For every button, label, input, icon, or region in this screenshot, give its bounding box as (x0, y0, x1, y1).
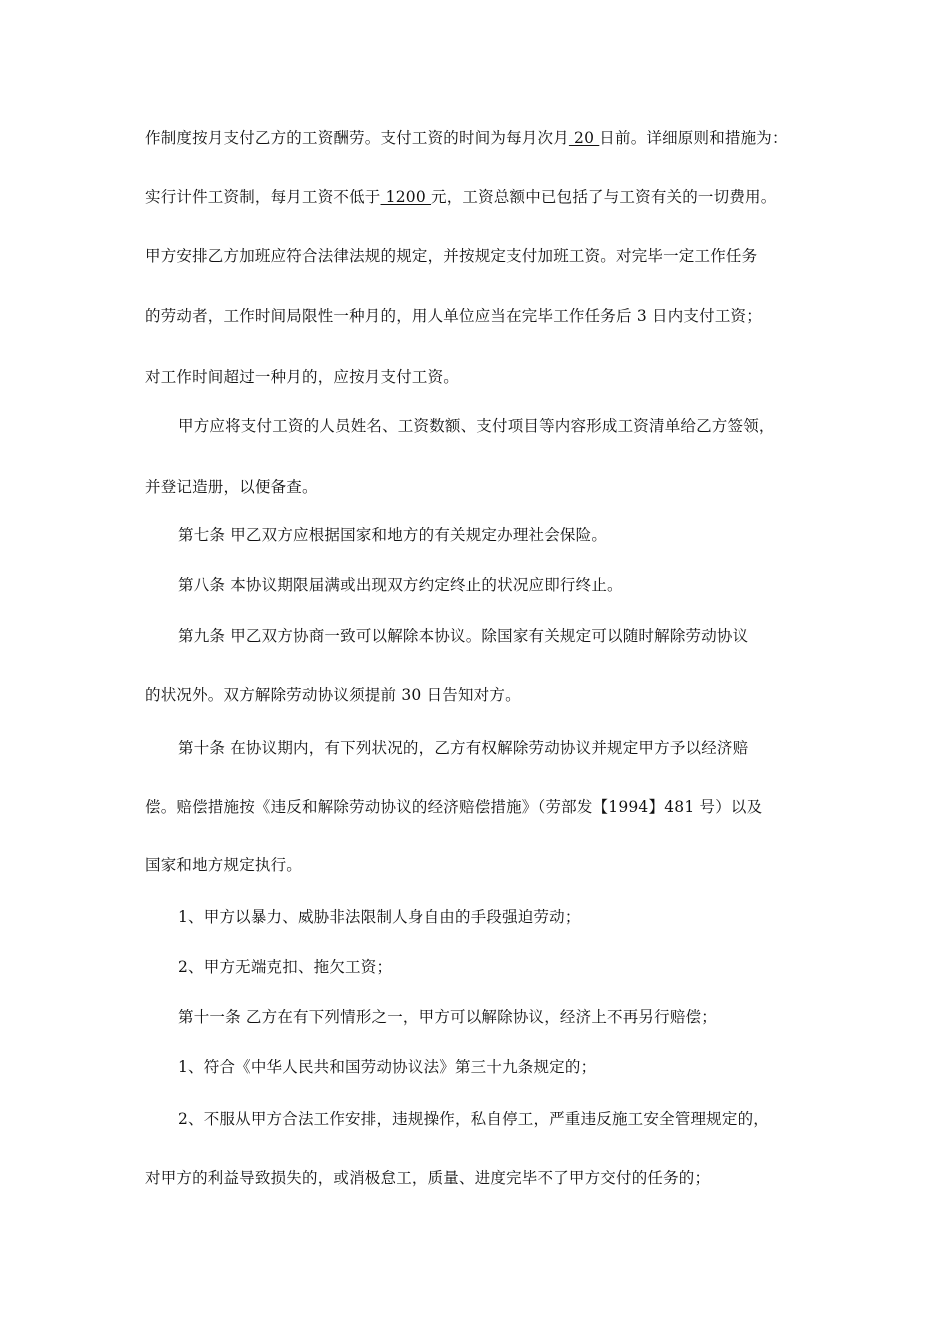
text-line-3: 甲方安排乙方加班应符合法律法规的规定，并按规定支付加班工资。对完毕一定工作任务 (145, 247, 758, 265)
list-item: 2、不服从甲方合法工作安排，违规操作，私自停工，严重违反施工安全管理规定的， (178, 1110, 769, 1128)
list-item: 2、甲方无端克扣、拖欠工资； (178, 958, 393, 976)
text-line-14: 国家和地方规定执行。 (145, 856, 303, 874)
text-segment: 元，工资总额中已包括了与工资有关的一切费用。 (431, 188, 777, 206)
paragraph-line: 甲方应将支付工资的人员姓名、工资数额、支付项目等内容形成工资清单给乙方签领， (178, 417, 775, 435)
article-nine: 第九条 甲乙双方协商一致可以解除本协议。除国家有关规定可以随时解除劳动协议 (178, 627, 749, 645)
text-line-2 (145, 187, 776, 207)
text-segment: 作制度按月支付乙方的工资酬劳。支付工资的时间为每月次月 (145, 129, 569, 147)
article-eleven: 第十一条 乙方在有下列情形之一，甲方可以解除协议，经济上不再另行赔偿； (178, 1008, 717, 1026)
text-line-5: 对工作时间超过一种月的，应按月支付工资。 (145, 368, 460, 386)
text-line-7: 并登记造册，以便备查。 (145, 478, 318, 496)
text-line-20: 对甲方的利益导致损失的，或消极怠工，质量、进度完毕不了甲方交付的任务的； (145, 1169, 711, 1187)
text-line-11: 的状况外。双方解除劳动协议须提前 30 日告知对方。 (145, 686, 521, 704)
min-wage-value: 1200 (380, 188, 432, 206)
text-line-1 (145, 128, 788, 148)
text-segment: 实行计件工资制，每月工资不低于 (145, 188, 381, 206)
article-eight: 第八条 本协议期限届满或出现双方约定终止的状况应即行终止。 (178, 576, 623, 594)
article-ten: 第十条 在协议期内，有下列状况的，乙方有权解除劳动协议并规定甲方予以经济赔 (178, 739, 749, 757)
list-item: 1、甲方以暴力、威胁非法限制人身自由的手段强迫劳动； (178, 908, 581, 926)
text-segment: 日前。详细原则和措施为： (599, 129, 788, 147)
text-line-4: 的劳动者，工作时间局限性一种月的，用人单位应当在完毕工作任务后 3 日内支付工资； (145, 307, 762, 325)
pay-day-value: 20 (568, 129, 600, 147)
article-seven: 第七条 甲乙双方应根据国家和地方的有关规定办理社会保险。 (178, 526, 608, 544)
list-item: 1、符合《中华人民共和国劳动协议法》第三十九条规定的； (178, 1058, 597, 1076)
text-line-13: 偿。赔偿措施按《违反和解除劳动协议的经济赔偿措施》（劳部发【1994】481 号）以及 (145, 798, 763, 816)
